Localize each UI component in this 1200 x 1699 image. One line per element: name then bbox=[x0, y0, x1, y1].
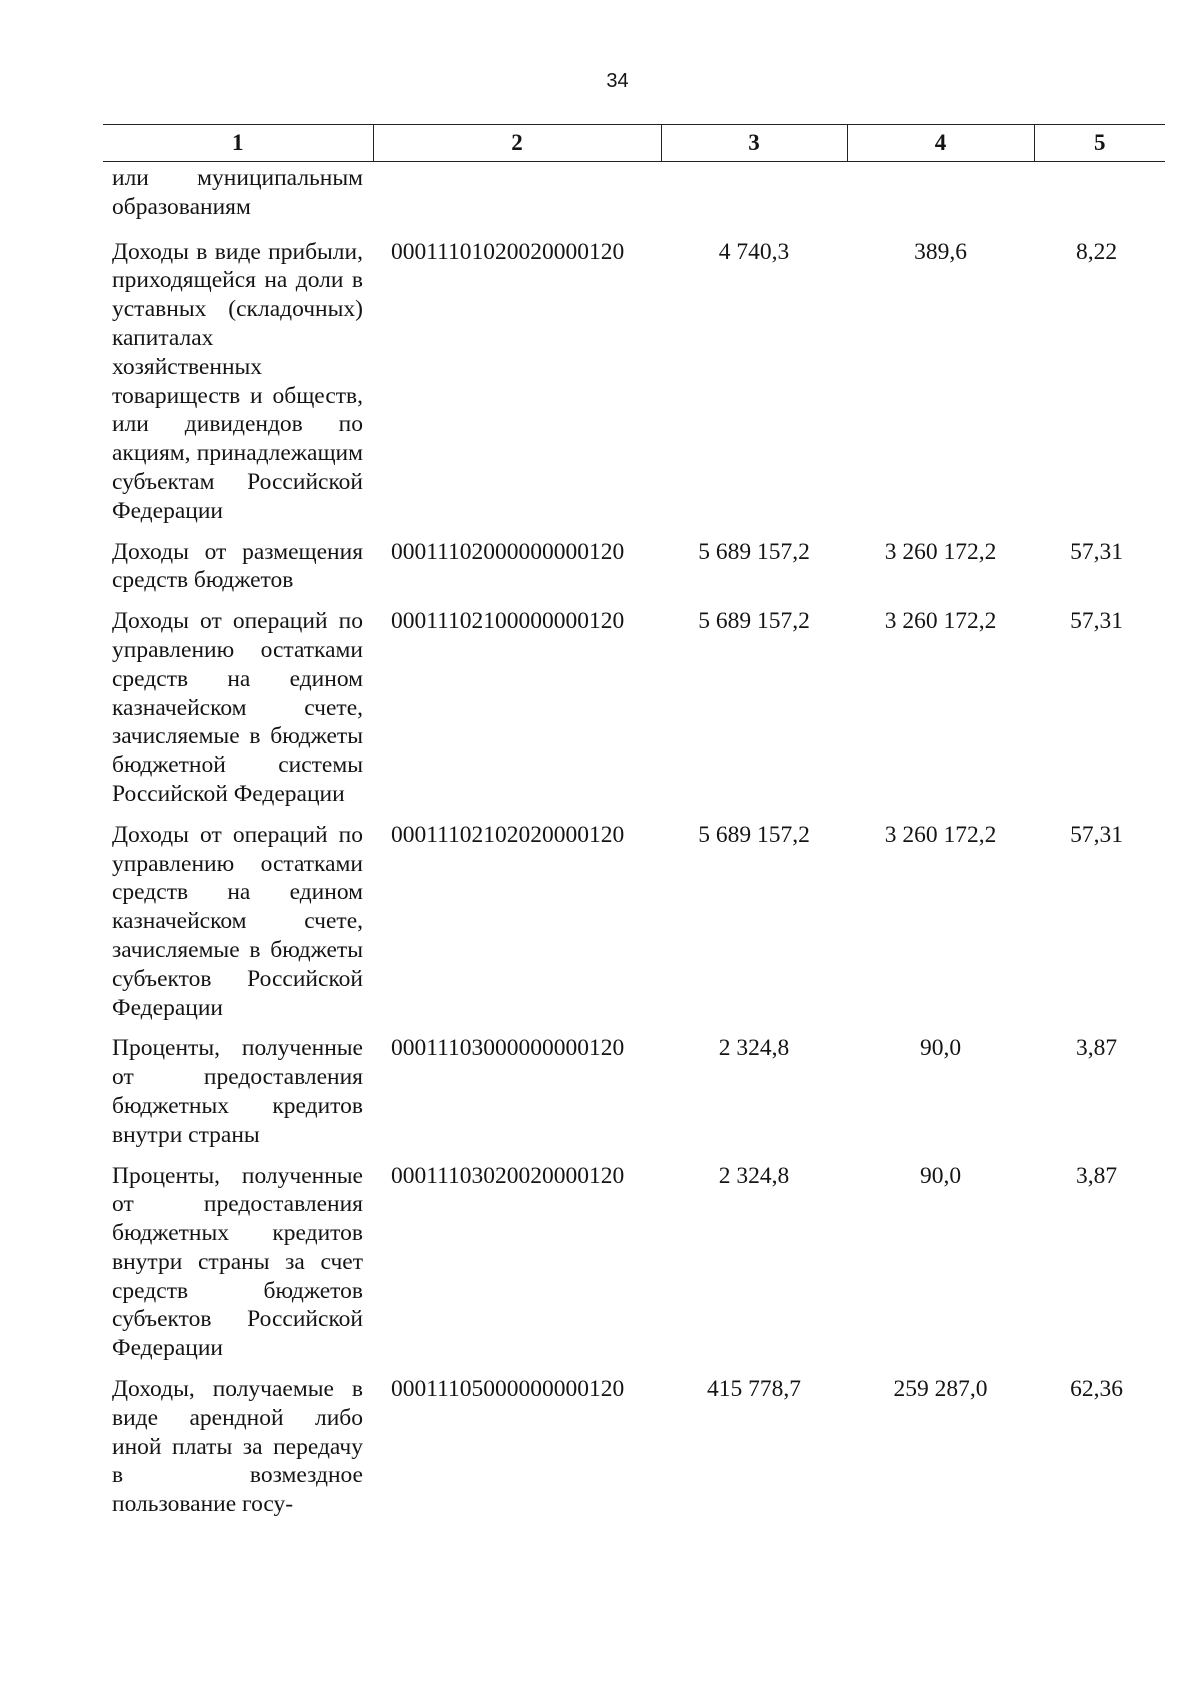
row-col5: 57,31 bbox=[1070, 538, 1123, 565]
row-col4: 389,6 bbox=[914, 238, 967, 265]
row-code bbox=[373, 162, 661, 238]
row-col3: 2 324,8 bbox=[718, 1035, 790, 1062]
row-code: 00011105000000000120 bbox=[391, 1376, 625, 1403]
row-col3: 5 689 157,2 bbox=[698, 538, 810, 565]
row-name: Проценты, полученные от предоставления бюджетных кредитов внутри страны за счет средств бюджетов субъектов Российской Федерации bbox=[112, 1162, 363, 1362]
row-col4: 3 260 172,2 bbox=[884, 821, 997, 848]
row-col5: 62,36 bbox=[1070, 1376, 1123, 1403]
row-code: 00011102100000000120 bbox=[391, 608, 625, 635]
row-col3: 4 740,3 bbox=[718, 238, 790, 265]
table-body bbox=[103, 162, 1165, 1532]
row-name: Доходы в виде прибыли, приходящейся на доли в уставных (складочных) капиталах хозяйственных товариществ и обществ, или дивидендов по акциям, принадлежащим субъектам Российской Федерации bbox=[112, 238, 363, 524]
row-col4: 259 287,0 bbox=[893, 1376, 988, 1403]
header-col-4: 4 bbox=[847, 125, 1034, 162]
table-row bbox=[103, 821, 1165, 1035]
row-col3: 415 778,7 bbox=[707, 1376, 801, 1403]
header-col-5: 5 bbox=[1034, 125, 1165, 162]
row-name: Проценты, полученные от предоставления бюджетных кредитов внутри страны bbox=[112, 1035, 363, 1148]
row-name: Доходы, получаемые в виде арендной либо иной платы за передачу в возмездное пользование госу- bbox=[112, 1376, 363, 1518]
row-col3 bbox=[661, 162, 847, 238]
row-col5: 57,31 bbox=[1070, 821, 1123, 848]
table-row bbox=[103, 162, 1165, 238]
row-col5: 3,87 bbox=[1075, 1162, 1118, 1189]
table-row bbox=[103, 607, 1165, 821]
row-col5: 57,31 bbox=[1070, 608, 1123, 635]
row-col5: 3,87 bbox=[1075, 1035, 1118, 1062]
row-col4: 90,0 bbox=[919, 1035, 962, 1062]
header-col-2: 2 bbox=[373, 125, 661, 162]
row-code: 00011103020020000120 bbox=[391, 1162, 625, 1189]
table-row bbox=[103, 1375, 1165, 1531]
row-name: или муниципальным образованиям bbox=[112, 165, 363, 220]
row-code: 00011101020020000120 bbox=[391, 238, 625, 265]
table-row bbox=[103, 1034, 1165, 1161]
revenue-table bbox=[103, 124, 1165, 1531]
table-row bbox=[103, 238, 1165, 538]
row-name: Доходы от операций по управлению остатками средств на едином казначейском счете, зачисляемые в бюджеты бюджетной системы Российской Федерации bbox=[112, 608, 363, 807]
row-col3: 5 689 157,2 bbox=[698, 821, 810, 848]
row-code: 00011102102020000120 bbox=[391, 821, 625, 848]
row-code: 00011103000000000120 bbox=[391, 1035, 625, 1062]
header-col-3: 3 bbox=[661, 125, 847, 162]
row-col3: 5 689 157,2 bbox=[698, 608, 810, 635]
header-row bbox=[103, 125, 1165, 162]
row-col5: 8,22 bbox=[1075, 238, 1118, 265]
row-col4: 90,0 bbox=[919, 1162, 962, 1189]
row-col4 bbox=[847, 162, 1034, 238]
row-name: Доходы от операций по управлению остатками средств на едином казначейском счете, зачисляемые в бюджеты субъектов Российской Федерации bbox=[112, 821, 363, 1021]
table-row bbox=[103, 1162, 1165, 1376]
row-col4: 3 260 172,2 bbox=[884, 538, 997, 565]
row-col4: 3 260 172,2 bbox=[884, 608, 997, 635]
table-row bbox=[103, 538, 1165, 608]
table-header bbox=[103, 125, 1165, 162]
row-col5 bbox=[1034, 162, 1165, 238]
row-name: Доходы от размещения средств бюджетов bbox=[112, 538, 363, 594]
page-number: 34 bbox=[606, 70, 629, 92]
row-col3: 2 324,8 bbox=[718, 1162, 790, 1189]
row-code: 00011102000000000120 bbox=[391, 538, 625, 565]
header-col-1: 1 bbox=[103, 125, 373, 162]
